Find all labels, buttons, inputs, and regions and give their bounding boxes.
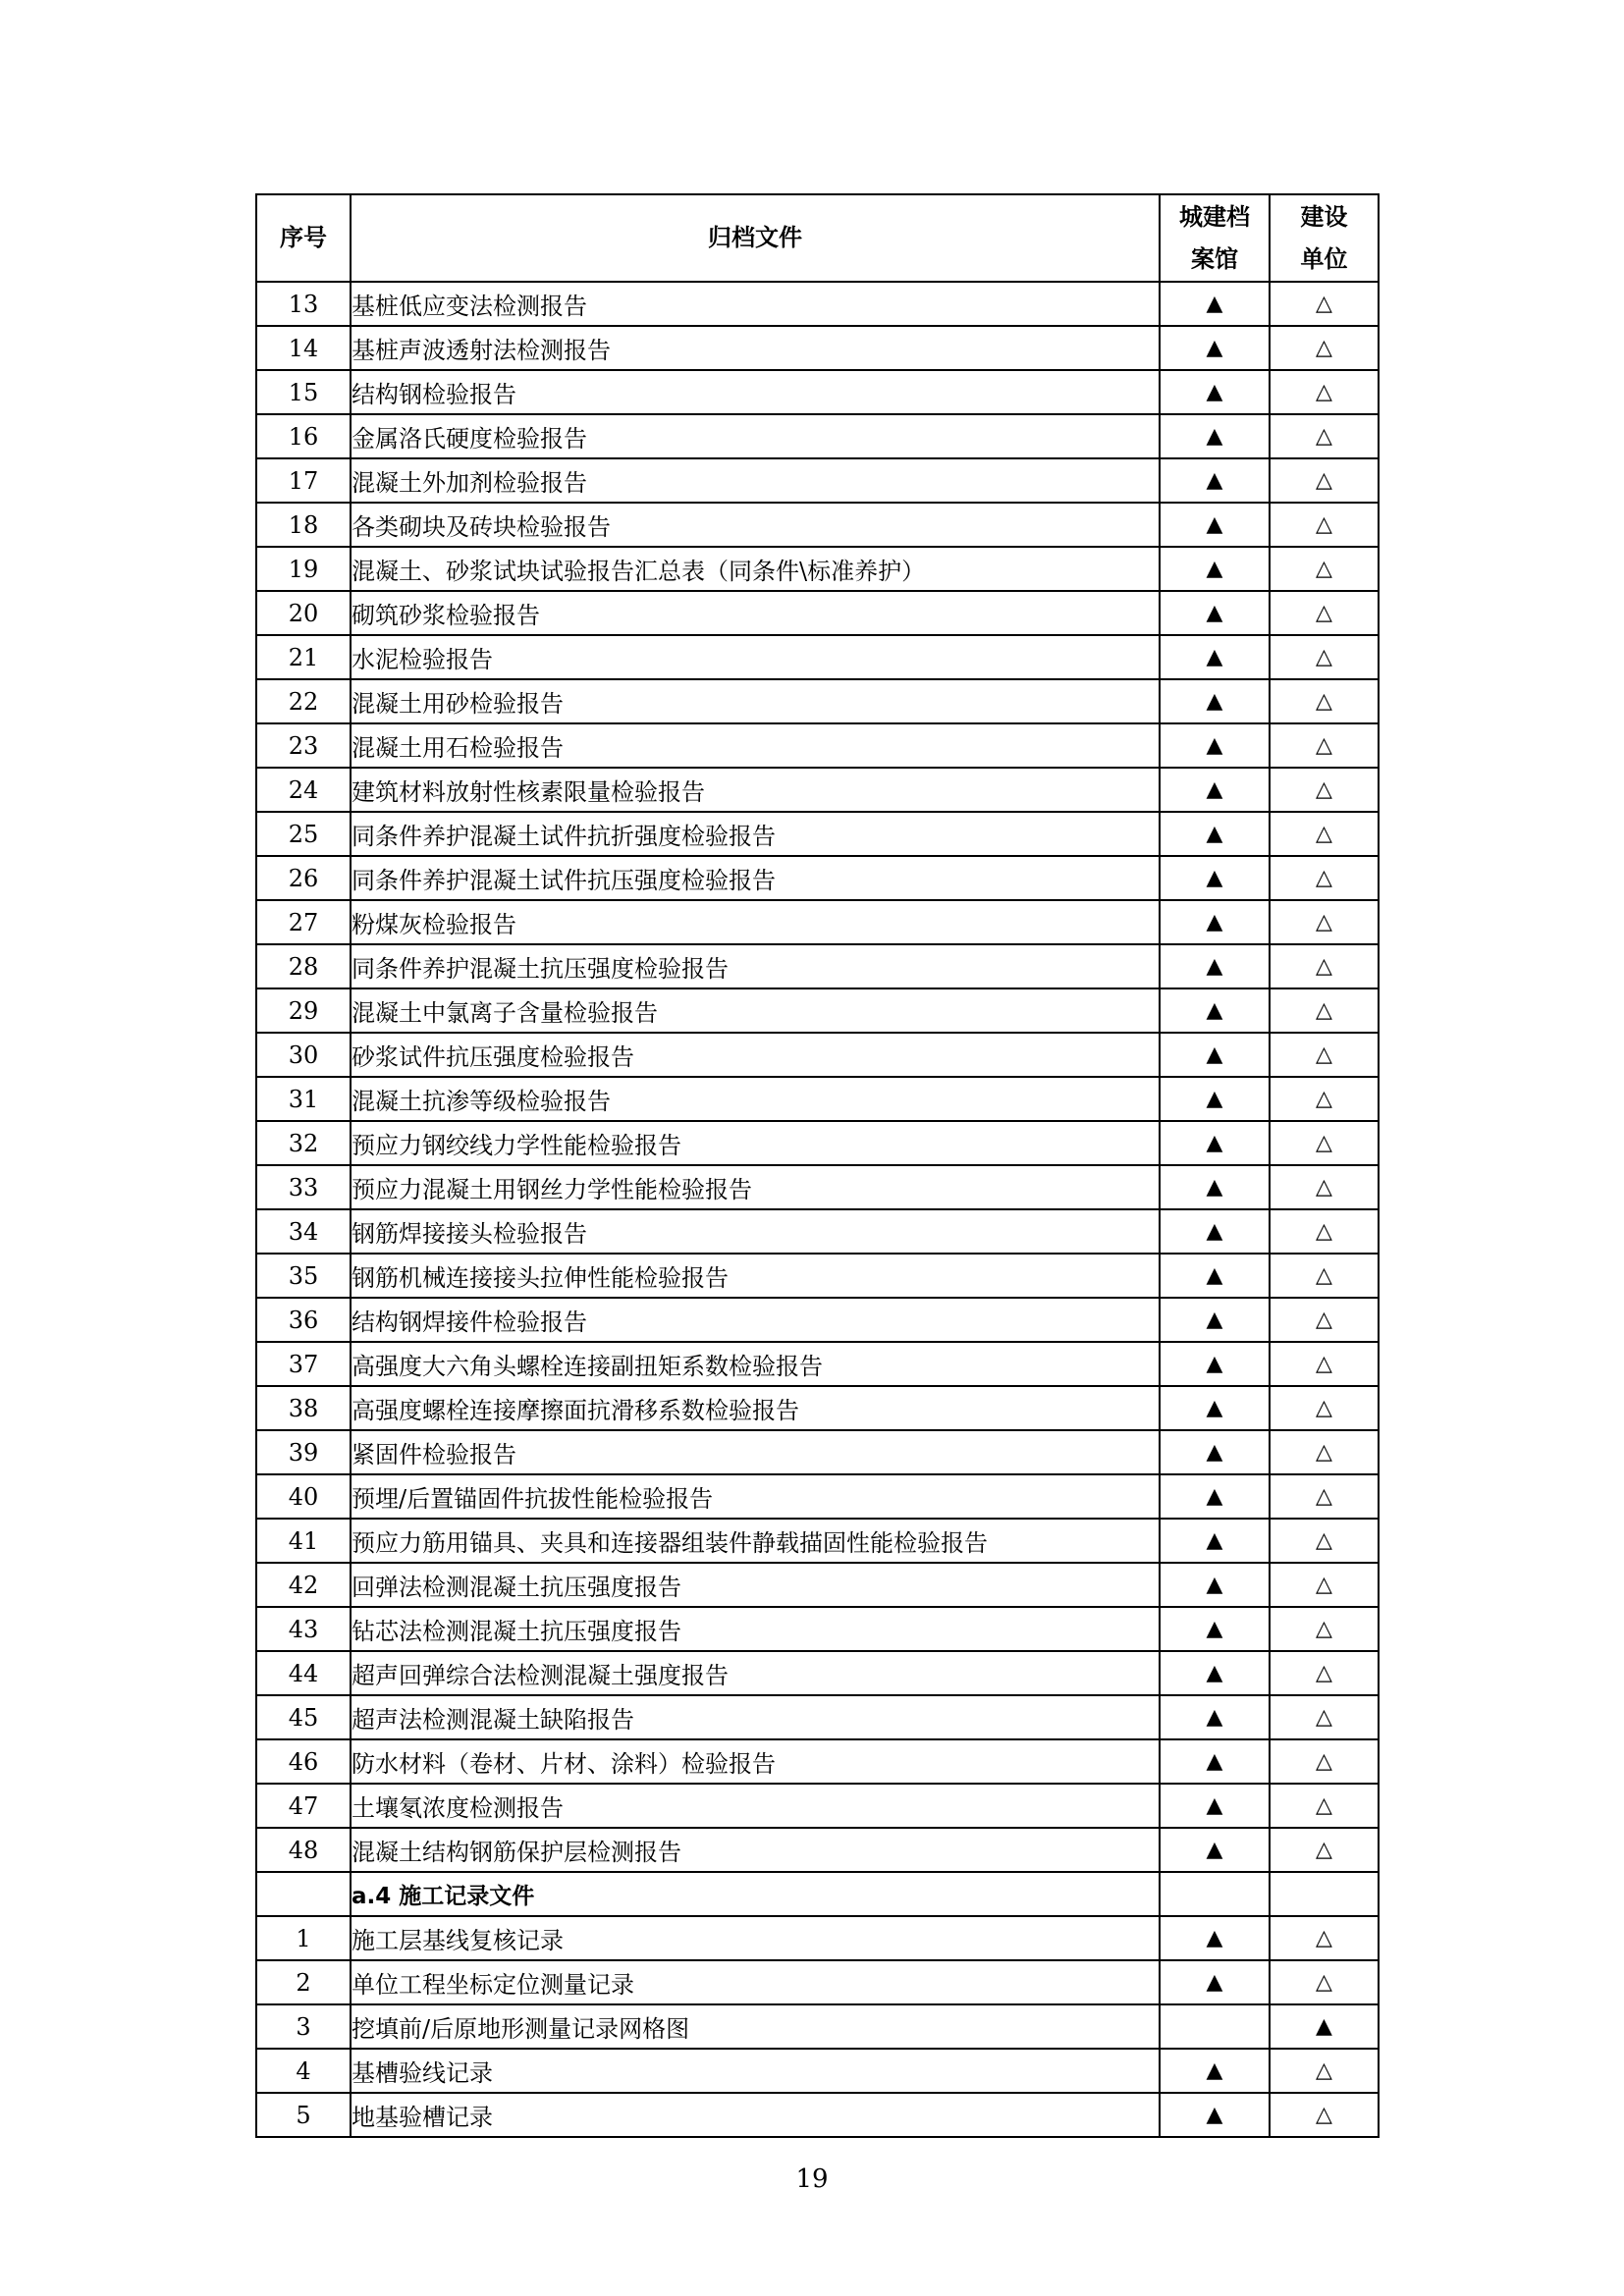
construction-unit-mark: △ [1270, 282, 1379, 326]
table-row [256, 1828, 1379, 1872]
document-name: 同条件养护混凝土试件抗压强度检验报告 [351, 856, 1160, 900]
row-number: 27 [256, 900, 351, 944]
construction-unit-mark: △ [1270, 1474, 1379, 1519]
document-name: 施工层基线复核记录 [351, 1916, 1160, 1960]
city-archive-mark: ▲ [1160, 635, 1270, 679]
document-name: 预应力钢绞线力学性能检验报告 [351, 1121, 1160, 1165]
construction-unit-mark: △ [1270, 2093, 1379, 2137]
city-archive-mark: ▲ [1160, 1474, 1270, 1519]
document-name: 预应力混凝土用钢丝力学性能检验报告 [351, 1165, 1160, 1209]
construction-unit-mark: △ [1270, 1254, 1379, 1298]
row-number: 4 [256, 2049, 351, 2093]
section-title: a.4 施工记录文件 [351, 1872, 1160, 1916]
row-number: 41 [256, 1519, 351, 1563]
construction-unit-mark: △ [1270, 856, 1379, 900]
table-row [256, 1121, 1379, 1165]
document-name: 土壤氡浓度检测报告 [351, 1784, 1160, 1828]
header-city-archive-line1: 城建档 [1179, 202, 1250, 231]
table-row [256, 679, 1379, 723]
construction-unit-mark: △ [1270, 635, 1379, 679]
document-name: 高强度螺栓连接摩擦面抗滑移系数检验报告 [351, 1386, 1160, 1430]
row-number: 5 [256, 2093, 351, 2137]
table-row [256, 856, 1379, 900]
city-archive-mark: ▲ [1160, 547, 1270, 591]
table-row [256, 635, 1379, 679]
row-number: 48 [256, 1828, 351, 1872]
city-archive-mark: ▲ [1160, 1209, 1270, 1254]
table-row [256, 1695, 1379, 1739]
row-number: 39 [256, 1430, 351, 1474]
row-number: 34 [256, 1209, 351, 1254]
row-number: 32 [256, 1121, 351, 1165]
table-row [256, 414, 1379, 458]
row-number: 3 [256, 2004, 351, 2049]
document-name: 水泥检验报告 [351, 635, 1160, 679]
table-row [256, 1651, 1379, 1695]
city-archive-mark: ▲ [1160, 856, 1270, 900]
construction-unit-mark: △ [1270, 679, 1379, 723]
construction-unit-mark: △ [1270, 812, 1379, 856]
construction-unit-mark: △ [1270, 414, 1379, 458]
document-name: 回弹法检测混凝土抗压强度报告 [351, 1563, 1160, 1607]
construction-unit-mark: △ [1270, 591, 1379, 635]
city-archive-mark: ▲ [1160, 768, 1270, 812]
document-name: 砌筑砂浆检验报告 [351, 591, 1160, 635]
city-archive-mark: ▲ [1160, 458, 1270, 503]
document-name: 建筑材料放射性核素限量检验报告 [351, 768, 1160, 812]
document-name: 混凝土中氯离子含量检验报告 [351, 988, 1160, 1033]
city-archive-mark: ▲ [1160, 1739, 1270, 1784]
city-archive-mark: ▲ [1160, 591, 1270, 635]
construction-unit-mark: △ [1270, 1651, 1379, 1695]
row-number: 42 [256, 1563, 351, 1607]
row-number: 20 [256, 591, 351, 635]
header-city-archive [1160, 194, 1270, 282]
table-row [256, 944, 1379, 988]
row-number: 2 [256, 1960, 351, 2004]
table-row [256, 458, 1379, 503]
construction-unit-mark: △ [1270, 1077, 1379, 1121]
document-name: 混凝土、砂浆试块试验报告汇总表（同条件\标准养护） [351, 547, 1160, 591]
document-name: 混凝土外加剂检验报告 [351, 458, 1160, 503]
city-archive-mark: ▲ [1160, 1960, 1270, 2004]
construction-unit-mark: △ [1270, 1209, 1379, 1254]
row-number: 33 [256, 1165, 351, 1209]
header-construction-unit-line2: 单位 [1300, 244, 1348, 273]
row-number: 31 [256, 1077, 351, 1121]
construction-unit-mark: △ [1270, 2049, 1379, 2093]
city-archive-mark: ▲ [1160, 723, 1270, 768]
table-row [256, 812, 1379, 856]
row-number: 19 [256, 547, 351, 591]
construction-unit-mark: △ [1270, 1739, 1379, 1784]
row-number: 15 [256, 370, 351, 414]
header-city-archive-line2: 案馆 [1191, 244, 1238, 273]
row-number: 35 [256, 1254, 351, 1298]
document-name: 各类砌块及砖块检验报告 [351, 503, 1160, 547]
city-archive-mark: ▲ [1160, 988, 1270, 1033]
construction-unit-mark: △ [1270, 900, 1379, 944]
city-archive-mark: ▲ [1160, 326, 1270, 370]
row-number: 25 [256, 812, 351, 856]
city-archive-mark: ▲ [1160, 1695, 1270, 1739]
document-name: 结构钢检验报告 [351, 370, 1160, 414]
table-row [256, 768, 1379, 812]
row-number: 30 [256, 1033, 351, 1077]
table-row [256, 282, 1379, 326]
construction-unit-mark: ▲ [1270, 2004, 1379, 2049]
row-number: 38 [256, 1386, 351, 1430]
construction-unit-mark: △ [1270, 944, 1379, 988]
construction-unit-mark: △ [1270, 370, 1379, 414]
city-archive-mark: ▲ [1160, 1077, 1270, 1121]
row-number: 22 [256, 679, 351, 723]
document-name: 紧固件检验报告 [351, 1430, 1160, 1474]
row-number: 1 [256, 1916, 351, 1960]
city-archive-mark: ▲ [1160, 414, 1270, 458]
table-row [256, 1784, 1379, 1828]
header-no: 序号 [256, 194, 351, 282]
document-name: 单位工程坐标定位测量记录 [351, 1960, 1160, 2004]
document-name: 挖填前/后原地形测量记录网格图 [351, 2004, 1160, 2049]
city-archive-mark: ▲ [1160, 1165, 1270, 1209]
table-row [256, 2049, 1379, 2093]
row-number: 46 [256, 1739, 351, 1784]
document-name: 金属洛氏硬度检验报告 [351, 414, 1160, 458]
table-row [256, 2093, 1379, 2137]
row-number: 13 [256, 282, 351, 326]
construction-unit-mark: △ [1270, 1563, 1379, 1607]
construction-unit-mark: △ [1270, 1165, 1379, 1209]
table-row [256, 370, 1379, 414]
row-number: 26 [256, 856, 351, 900]
construction-unit-mark: △ [1270, 1519, 1379, 1563]
table-row [256, 1342, 1379, 1386]
document-name: 结构钢焊接件检验报告 [351, 1298, 1160, 1342]
construction-unit-mark: △ [1270, 988, 1379, 1033]
row-number: 24 [256, 768, 351, 812]
city-archive-mark: ▲ [1160, 1254, 1270, 1298]
construction-unit-mark [1270, 1872, 1379, 1916]
city-archive-mark: ▲ [1160, 1916, 1270, 1960]
document-name: 超声法检测混凝土缺陷报告 [351, 1695, 1160, 1739]
construction-unit-mark: △ [1270, 503, 1379, 547]
table-row [256, 2004, 1379, 2049]
row-number: 29 [256, 988, 351, 1033]
document-name: 基槽验线记录 [351, 2049, 1160, 2093]
city-archive-mark: ▲ [1160, 1342, 1270, 1386]
construction-unit-mark: △ [1270, 326, 1379, 370]
city-archive-mark: ▲ [1160, 1828, 1270, 1872]
construction-unit-mark: △ [1270, 1695, 1379, 1739]
document-name: 混凝土结构钢筋保护层检测报告 [351, 1828, 1160, 1872]
table-row [256, 1519, 1379, 1563]
document-name: 高强度大六角头螺栓连接副扭矩系数检验报告 [351, 1342, 1160, 1386]
city-archive-mark: ▲ [1160, 1607, 1270, 1651]
city-archive-mark: ▲ [1160, 679, 1270, 723]
table-row [256, 1254, 1379, 1298]
header-document: 归档文件 [351, 194, 1160, 282]
row-number: 37 [256, 1342, 351, 1386]
city-archive-mark: ▲ [1160, 812, 1270, 856]
row-number: 16 [256, 414, 351, 458]
row-number: 44 [256, 1651, 351, 1695]
table-header-row [256, 194, 1379, 282]
construction-unit-mark: △ [1270, 1916, 1379, 1960]
row-number: 14 [256, 326, 351, 370]
table-row [256, 1474, 1379, 1519]
construction-unit-mark: △ [1270, 1607, 1379, 1651]
construction-unit-mark: △ [1270, 1960, 1379, 2004]
city-archive-mark: ▲ [1160, 370, 1270, 414]
table-row [256, 1607, 1379, 1651]
document-name: 混凝土用砂检验报告 [351, 679, 1160, 723]
row-number: 36 [256, 1298, 351, 1342]
city-archive-mark: ▲ [1160, 1430, 1270, 1474]
table-row [256, 326, 1379, 370]
row-number: 21 [256, 635, 351, 679]
table-row [256, 1739, 1379, 1784]
document-name: 预埋/后置锚固件抗拔性能检验报告 [351, 1474, 1160, 1519]
construction-unit-mark: △ [1270, 1784, 1379, 1828]
city-archive-mark: ▲ [1160, 1784, 1270, 1828]
document-name: 地基验槽记录 [351, 2093, 1160, 2137]
row-number: 47 [256, 1784, 351, 1828]
construction-unit-mark: △ [1270, 1121, 1379, 1165]
table-row [256, 1165, 1379, 1209]
table-body [256, 282, 1379, 2137]
document-name: 钻芯法检测混凝土抗压强度报告 [351, 1607, 1160, 1651]
table-row [256, 547, 1379, 591]
table-row [256, 1077, 1379, 1121]
document-name: 基桩低应变法检测报告 [351, 282, 1160, 326]
construction-unit-mark: △ [1270, 723, 1379, 768]
document-name: 预应力筋用锚具、夹具和连接器组装件静载描固性能检验报告 [351, 1519, 1160, 1563]
document-name: 基桩声波透射法检测报告 [351, 326, 1160, 370]
document-name: 同条件养护混凝土试件抗折强度检验报告 [351, 812, 1160, 856]
city-archive-mark: ▲ [1160, 2093, 1270, 2137]
city-archive-mark: ▲ [1160, 1033, 1270, 1077]
header-construction-unit [1270, 194, 1379, 282]
construction-unit-mark: △ [1270, 1298, 1379, 1342]
document-name: 混凝土用石检验报告 [351, 723, 1160, 768]
city-archive-mark: ▲ [1160, 1519, 1270, 1563]
row-number: 18 [256, 503, 351, 547]
table-row [256, 1563, 1379, 1607]
document-name: 混凝土抗渗等级检验报告 [351, 1077, 1160, 1121]
city-archive-mark [1160, 1872, 1270, 1916]
header-construction-unit-line1: 建设 [1300, 202, 1348, 231]
construction-unit-mark: △ [1270, 547, 1379, 591]
archive-table [255, 193, 1380, 2138]
row-number: 23 [256, 723, 351, 768]
construction-unit-mark: △ [1270, 1430, 1379, 1474]
document-name: 砂浆试件抗压强度检验报告 [351, 1033, 1160, 1077]
table-row [256, 1209, 1379, 1254]
document-name: 钢筋机械连接接头拉伸性能检验报告 [351, 1254, 1160, 1298]
construction-unit-mark: △ [1270, 1828, 1379, 1872]
city-archive-mark: ▲ [1160, 944, 1270, 988]
table-row [256, 503, 1379, 547]
city-archive-mark: ▲ [1160, 503, 1270, 547]
construction-unit-mark: △ [1270, 768, 1379, 812]
construction-unit-mark: △ [1270, 458, 1379, 503]
row-number [256, 1872, 351, 1916]
city-archive-mark: ▲ [1160, 282, 1270, 326]
construction-unit-mark: △ [1270, 1386, 1379, 1430]
row-number: 45 [256, 1695, 351, 1739]
city-archive-mark: ▲ [1160, 900, 1270, 944]
construction-unit-mark: △ [1270, 1342, 1379, 1386]
row-number: 43 [256, 1607, 351, 1651]
document-name: 粉煤灰检验报告 [351, 900, 1160, 944]
table-row [256, 1298, 1379, 1342]
document-name: 同条件养护混凝土抗压强度检验报告 [351, 944, 1160, 988]
table-row [256, 1430, 1379, 1474]
construction-unit-mark: △ [1270, 1033, 1379, 1077]
table-row [256, 1916, 1379, 1960]
table-row [256, 723, 1379, 768]
city-archive-mark: ▲ [1160, 1563, 1270, 1607]
table-row [256, 900, 1379, 944]
page-number: 19 [795, 2164, 829, 2194]
table-row [256, 988, 1379, 1033]
city-archive-mark [1160, 2004, 1270, 2049]
section-row [256, 1872, 1379, 1916]
city-archive-mark: ▲ [1160, 2049, 1270, 2093]
row-number: 28 [256, 944, 351, 988]
table-row [256, 1386, 1379, 1430]
table-row [256, 1033, 1379, 1077]
document-name: 超声回弹综合法检测混凝土强度报告 [351, 1651, 1160, 1695]
row-number: 17 [256, 458, 351, 503]
city-archive-mark: ▲ [1160, 1121, 1270, 1165]
city-archive-mark: ▲ [1160, 1651, 1270, 1695]
document-name: 防水材料（卷材、片材、涂料）检验报告 [351, 1739, 1160, 1784]
city-archive-mark: ▲ [1160, 1386, 1270, 1430]
table-row [256, 1960, 1379, 2004]
table-row [256, 591, 1379, 635]
document-name: 钢筋焊接接头检验报告 [351, 1209, 1160, 1254]
city-archive-mark: ▲ [1160, 1298, 1270, 1342]
row-number: 40 [256, 1474, 351, 1519]
